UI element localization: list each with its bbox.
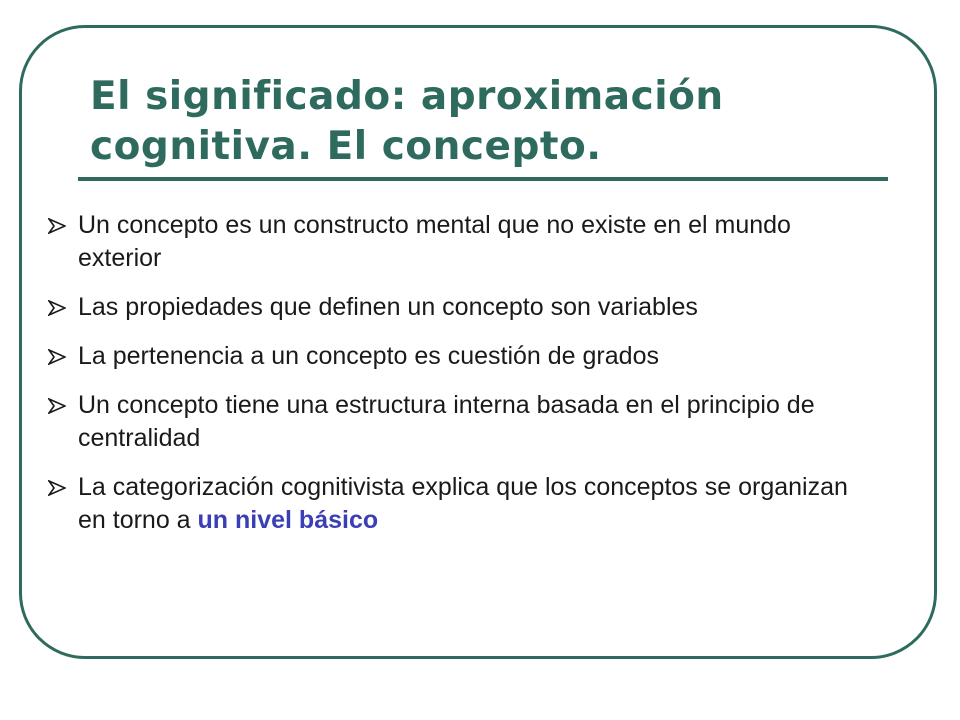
arrowhead-bullet-icon [48,398,66,414]
slide-title: El significado: aproximación cognitiva. El concepto. [90,74,724,169]
arrowhead-bullet-icon [48,480,66,496]
bullet-item [48,471,868,537]
bullet-item [48,209,868,275]
bullet-text: Un concepto es un constructo mental que no existe en el mundo exterior [78,211,791,272]
arrowhead-bullet-icon [48,349,66,365]
highlighted-term: un nivel básico [197,506,379,534]
bullet-text: Las propiedades que definen un concepto son variables [78,293,698,321]
bullet-text: La pertenencia a un concepto es cuestión de grados [78,342,659,370]
bullet-item [48,291,868,324]
bullet-item [48,340,868,373]
bullet-text: Un concepto tiene una estructura interna basada en el principio de centralidad [78,391,815,452]
bullet-text: La categorización cognitivista explica que los conceptos se organizan en torno a [78,473,848,534]
bullet-item [48,389,868,455]
arrowhead-bullet-icon [48,300,66,316]
arrowhead-bullet-icon [48,218,66,234]
title-underline [78,177,888,181]
bullet-list [48,209,868,537]
